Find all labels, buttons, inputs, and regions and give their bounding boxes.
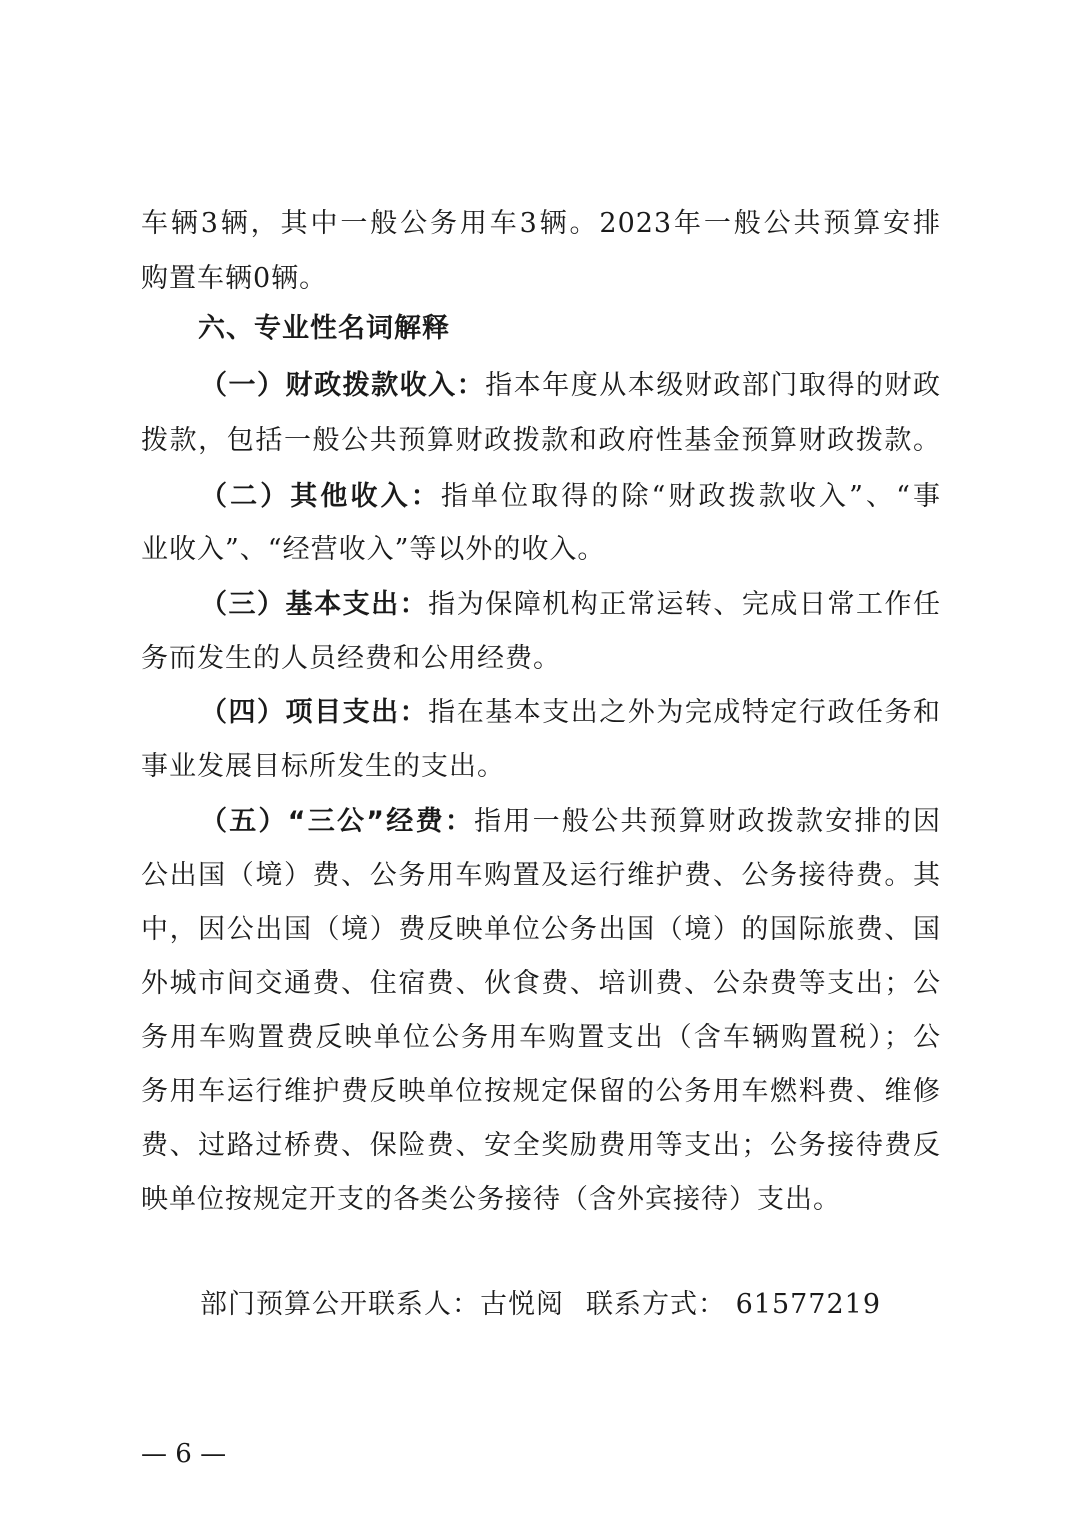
contact-line: [200, 1285, 881, 1325]
term-5-line-5: 务用车购置费反映单位公务用车购置支出（含车辆购置税）；公: [141, 1022, 941, 1053]
term-5-line-4: 外城市间交通费、住宿费、伙食费、培训费、公杂费等支出；公: [141, 968, 941, 999]
contact-person: 部门预算公开联系人：古悦阅: [200, 1289, 564, 1320]
page-number: — 6 —: [141, 1439, 227, 1469]
term-3-label: （三）基本支出：: [200, 589, 429, 620]
term-5-text: 指用一般公共预算财政拨款安排的因: [474, 806, 941, 837]
intro-line-1: 车辆3辆，其中一般公务用车3辆。2023年一般公共预算安排: [141, 208, 941, 239]
term-5-line-7: 费、过路过桥费、保险费、安全奖励费用等支出；公务接待费反: [141, 1130, 941, 1161]
term-4-text: 指在基本支出之外为完成特定行政任务和: [428, 697, 942, 728]
term-5-line-1: [200, 802, 941, 842]
term-1-line-2: 拨款，包括一般公共预算财政拨款和政府性基金预算财政拨款。: [141, 425, 941, 456]
term-4-label: （四）项目支出：: [200, 697, 429, 728]
contact-method-label: 联系方式：: [586, 1289, 726, 1320]
term-2-line-1: [200, 477, 941, 517]
term-5-label: （五）“三公”经费：: [200, 806, 475, 837]
contact-phone: 61577219: [735, 1289, 882, 1320]
term-4-line-1: [200, 693, 941, 733]
term-4-line-2: 事业发展目标所发生的支出。: [141, 751, 505, 782]
term-1-line-1: [200, 366, 941, 406]
term-3-line-2: 务而发生的人员经费和公用经费。: [141, 643, 561, 674]
term-5-line-6: 务用车运行维护费反映单位按规定保留的公务用车燃料费、维修: [141, 1076, 941, 1107]
term-2-text: 指单位取得的除“财政拨款收入”、“事: [440, 481, 941, 512]
term-5-line-3: 中，因公出国（境）费反映单位公务出国（境）的国际旅费、国: [141, 914, 941, 945]
term-3-line-1: [200, 585, 941, 625]
section-heading: 六、专业性名词解释: [198, 313, 450, 344]
term-2-label: （二）其他收入：: [200, 481, 441, 512]
term-2-line-2: 业收入”、“经营收入”等以外的收入。: [141, 534, 606, 565]
intro-line-2: 购置车辆0辆。: [141, 263, 328, 294]
term-5-line-8: 映单位按规定开支的各类公务接待（含外宾接待）支出。: [141, 1184, 841, 1215]
term-5-line-2: 公出国（境）费、公务用车购置及运行维护费、公务接待费。其: [141, 860, 941, 891]
term-1-text: 指本年度从本级财政部门取得的财政: [485, 370, 942, 401]
term-1-label: （一）财政拨款收入：: [200, 370, 486, 401]
term-3-text: 指为保障机构正常运转、完成日常工作任: [428, 589, 942, 620]
